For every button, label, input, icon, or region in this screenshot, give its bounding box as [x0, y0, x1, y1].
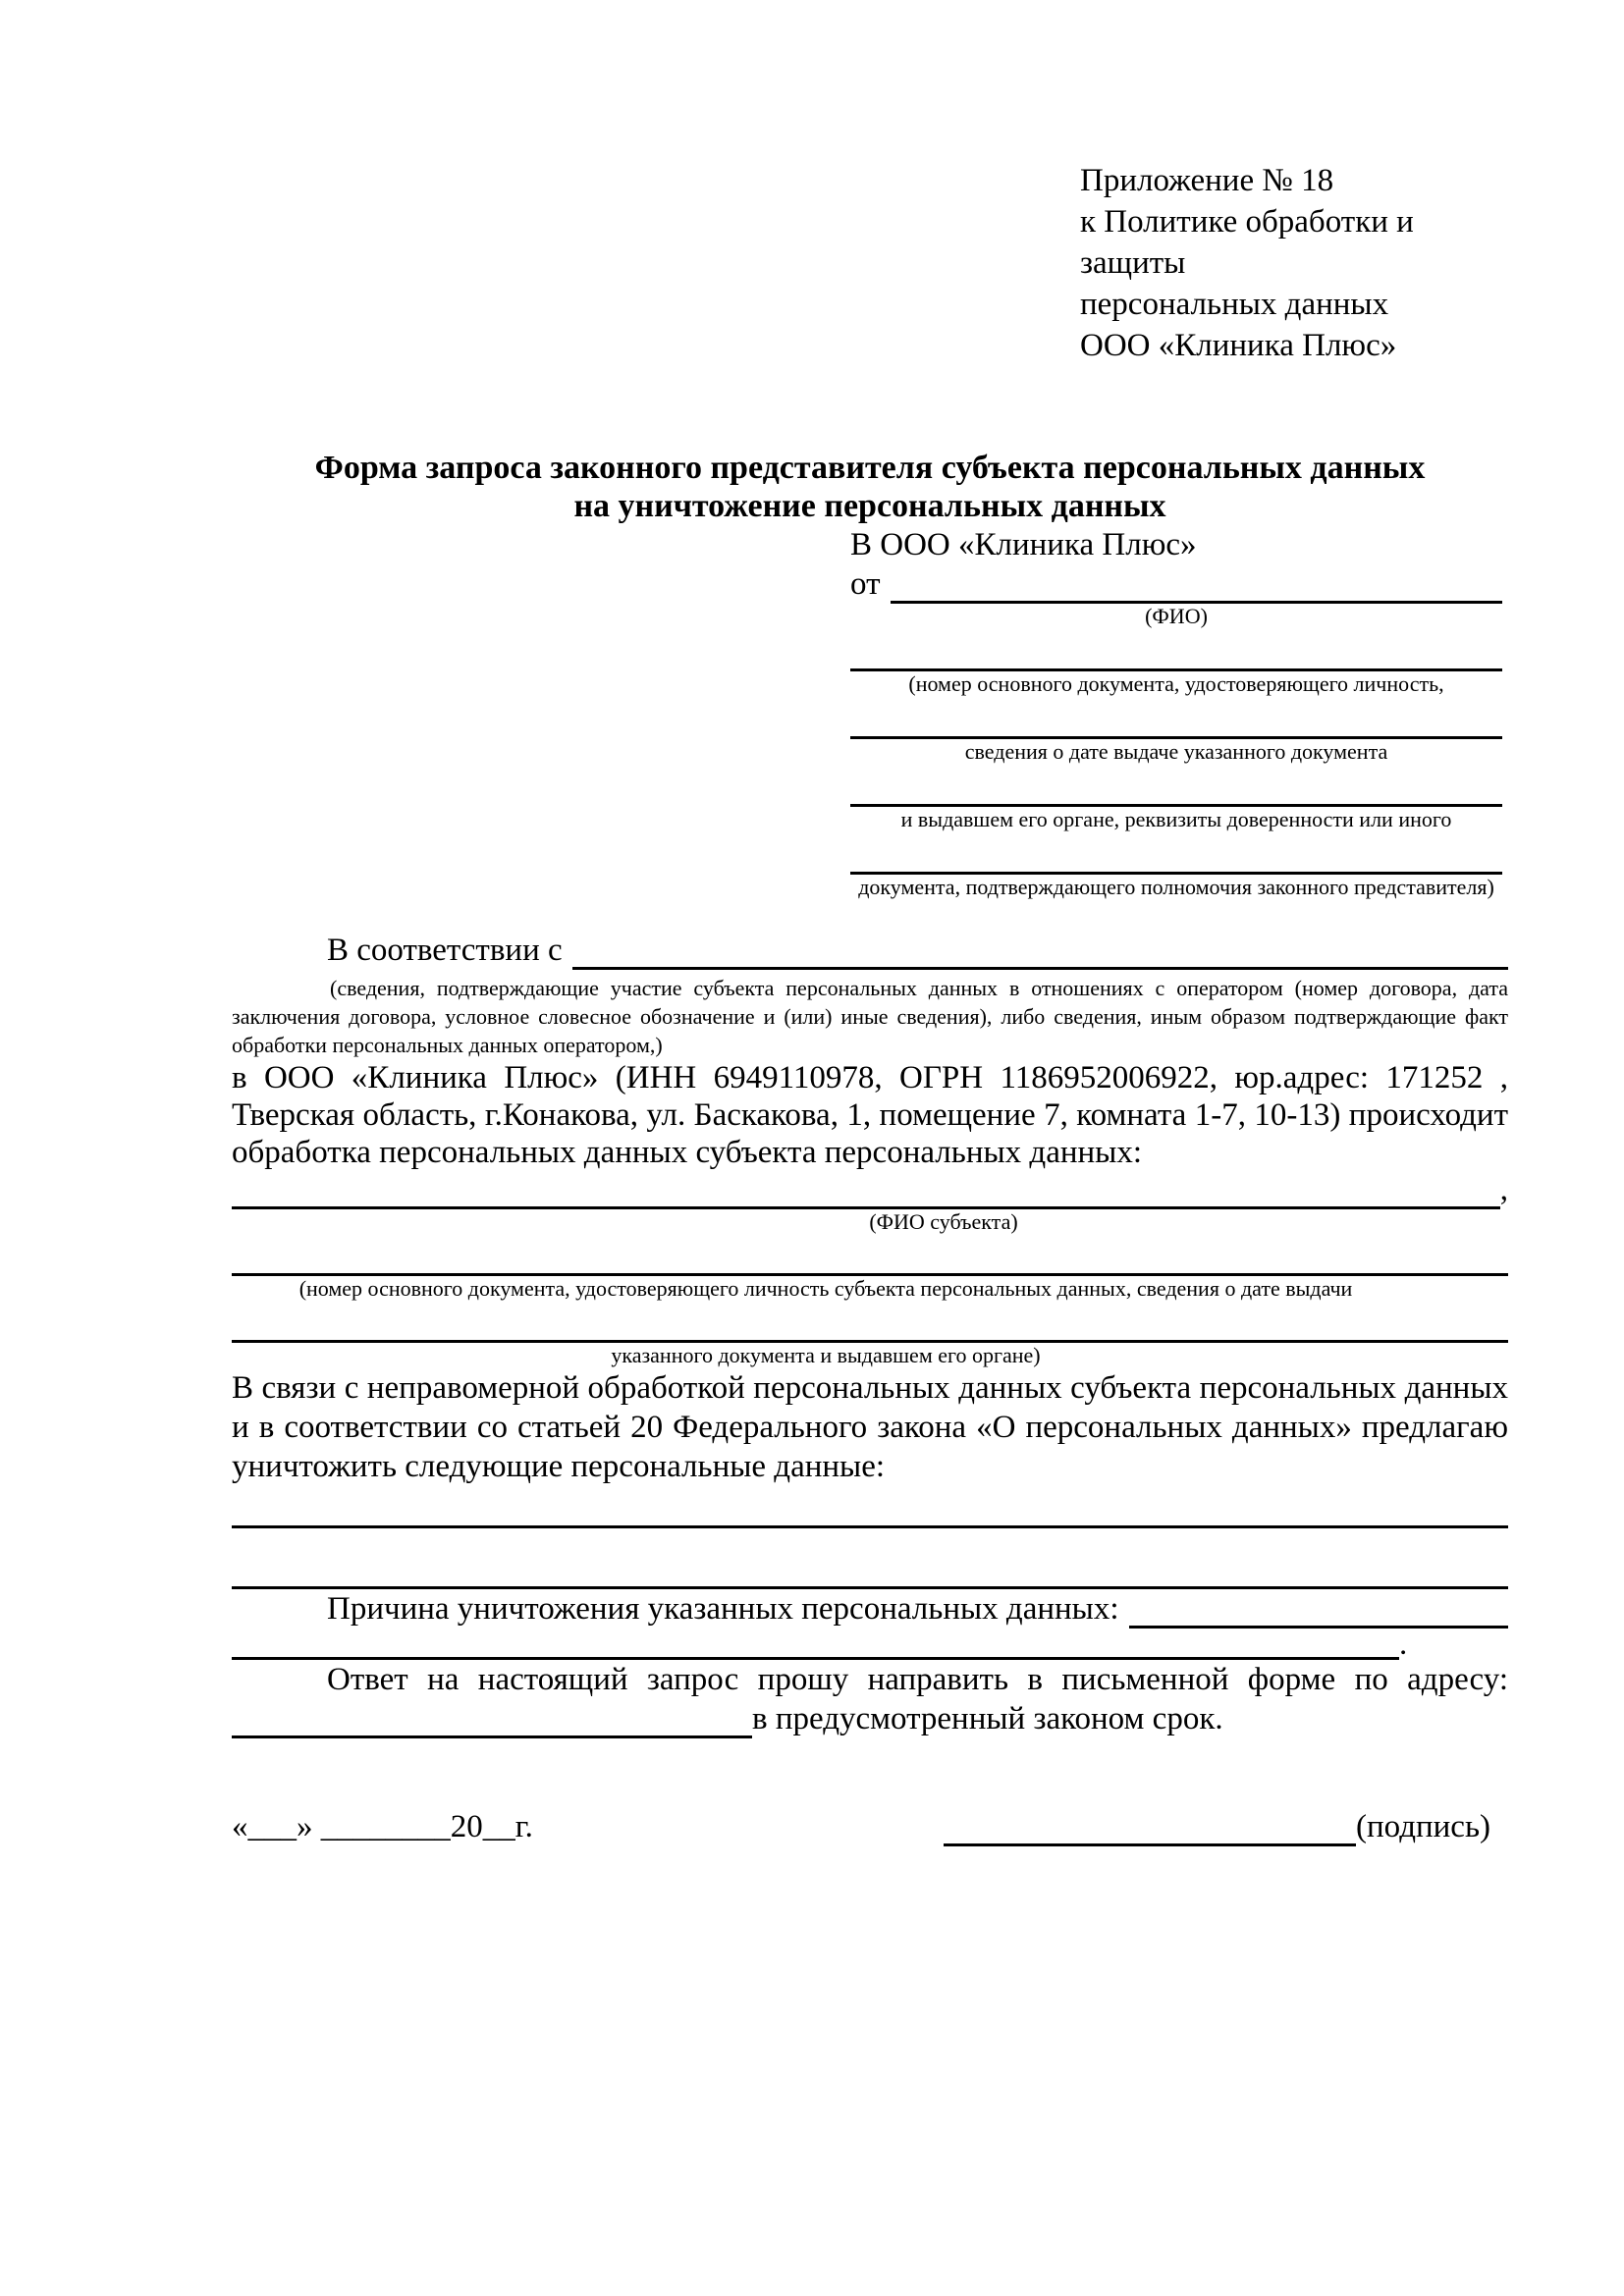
addressee-block: [850, 525, 1502, 900]
subject-comma: ,: [1499, 1172, 1508, 1207]
subject-fio-hint: (ФИО субъекта): [869, 1209, 1018, 1234]
doc-blank-line: [850, 629, 1502, 671]
reason-blank-line: [1129, 1589, 1508, 1629]
subject-doc-blank-line: [232, 1235, 1508, 1276]
data-blank-line-2: [232, 1547, 1508, 1589]
signature-hint: (подпись): [1356, 1809, 1490, 1844]
data-blank-line-1: [232, 1486, 1508, 1528]
demand-paragraph: В связи с неправомерной обработкой персональных данных субъекта персональных данных и в соответствии со статьей 20 Федерального закона «О персональных данных» предлагаю уничтожить следующие персональные данные:: [232, 1370, 1508, 1484]
reply-address-blank-line: [232, 1699, 752, 1738]
signature-blank-line: [944, 1807, 1356, 1846]
header-line: ООО «Клиника Плюс»: [1080, 328, 1397, 363]
doc-blank-line: [850, 765, 1502, 807]
doc-field-group: [850, 765, 1502, 832]
subject-blank-line: [232, 1171, 1500, 1209]
accordance-lead: В соответствии с: [327, 933, 563, 968]
addressee-from-row: [850, 564, 1502, 604]
doc-field-group: [850, 832, 1502, 900]
doc-hint: и выдавшем его органе, реквизиты доверенности или иного: [900, 807, 1452, 831]
subject-organ-blank-line: [232, 1302, 1508, 1343]
footer: [232, 1807, 1508, 1846]
from-label: от: [850, 566, 881, 602]
reason-row: [232, 1589, 1508, 1629]
date-field: «___» ________20__г.: [232, 1809, 533, 1844]
title-line-2: на уничтожение персональных данных: [573, 488, 1166, 524]
reason-label: Причина уничтожения указанных персональных данных:: [327, 1591, 1119, 1627]
subject-doc-hint-2: указанного документа и выдавшем его органе): [611, 1343, 1041, 1367]
period: .: [1399, 1627, 1408, 1662]
header-line: Приложение № 18: [1080, 163, 1334, 198]
accordance-body: в ООО «Клиника Плюс» (ИНН 6949110978, ОГРН 1186952006922, юр.адрес: 171252 , Тверская область, г.Конакова, ул. Баскакова, 1, помещение 7, комната 1-7, 10-13) происходит обработка персональных данных субъекта персональных данных:: [232, 1060, 1508, 1170]
accordance-row: [232, 931, 1508, 970]
header-line: к Политике обработки и защиты: [1080, 204, 1414, 281]
doc-hint: сведения о дате выдаче указанного документа: [964, 739, 1388, 764]
doc-hint: (номер основного документа, удостоверяющего личность,: [908, 671, 1444, 696]
from-blank-line: [891, 564, 1503, 604]
header-block: [1080, 160, 1508, 366]
reason-end-row: [232, 1629, 1508, 1660]
reply-tail-row: [232, 1699, 1508, 1738]
accordance-hint: (сведения, подтверждающие участие субъекта персональных данных в отношениях с оператором (номер договора, дата заключения договора, условное словесное обозначение и (или) иные сведения), либо сведения, иным образом подтверждающие факт обработки персональных данных оператором,): [232, 976, 1508, 1057]
doc-field-group: [850, 629, 1502, 697]
reason-end-blank-line: [232, 1629, 1399, 1660]
signature-group: [944, 1807, 1490, 1846]
subject-doc-hint-1: (номер основного документа, удостоверяющего личность субъекта персональных данных, сведения о дате выдачи: [298, 1276, 1353, 1301]
doc-field-group: [850, 697, 1502, 765]
title-line-1: Форма запроса законного представителя субъекта персональных данных: [314, 450, 1426, 486]
doc-blank-line: [850, 832, 1502, 875]
doc-hint: документа, подтверждающего полномочия законного представителя): [858, 875, 1494, 899]
doc-title: [232, 449, 1508, 525]
accordance-blank-line: [572, 931, 1508, 970]
doc-blank-line: [850, 697, 1502, 739]
addressee-to: В ООО «Клиника Плюс»: [850, 527, 1197, 562]
header-line: персональных данных: [1080, 287, 1389, 322]
reply-tail: в предусмотренный законом срок.: [752, 1701, 1223, 1736]
subject-fio-row: [232, 1171, 1508, 1209]
reply-paragraph: Ответ на настоящий запрос прошу направить в письменной форме по адресу:: [327, 1662, 1508, 1697]
fio-hint: (ФИО): [1145, 604, 1208, 628]
